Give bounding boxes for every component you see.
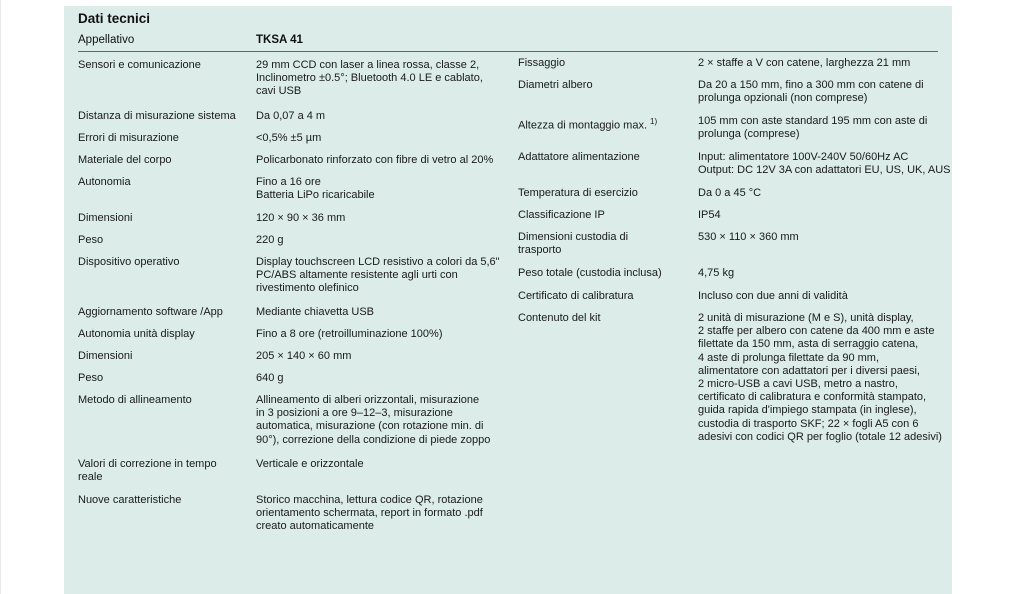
spec-value: 530 × 110 × 360 mm [698, 231, 799, 243]
spec-key: Nuove caratteristiche [78, 494, 182, 506]
spec-value: Input: alimentatore 100V-240V 50/60Hz AC Output: DC 12V 3A con adattatori EU, US, UK, AUS [698, 151, 951, 177]
spec-value: IP54 [698, 209, 721, 221]
spec-key [518, 115, 688, 133]
spec-value: Mediante chiavetta USB [256, 306, 375, 318]
spec-value: 29 mm CCD con laser a linea rossa, classe 2, Inclinometro ±0.5°; Bluetooth 4.0 LE e cablato, cavi USB [256, 59, 483, 98]
spec-key: Distanza di misurazione sistema [78, 110, 236, 122]
spec-key: Metodo di allineamento [78, 394, 192, 406]
spec-key: Temperatura di esercizio [518, 187, 638, 199]
spec-value: Allineamento di alberi orizzontali, misurazione in 3 posizioni a ore 9–12–3, misurazione automatica, misurazione (con rotazione min. di 90°), correzione della condizione di piede zoppo [256, 394, 491, 446]
spec-key: Aggiornamento software /App [78, 306, 223, 318]
spec-value: Policarbonato rinforzato con fibre di vetro al 20% [256, 154, 494, 166]
spec-value: Da 0,07 a 4 m [256, 110, 326, 122]
spec-value: Da 20 a 150 mm, fino a 300 mm con catene di prolunga opzionali (non comprese) [698, 79, 924, 105]
footnote-marker: 1) [650, 117, 658, 126]
spec-key: Peso totale (custodia inclusa) [518, 267, 662, 279]
spec-value: Storico macchina, lettura codice QR, rotazione orientamento schermata, report in formato .pdf creato automaticamente [256, 494, 483, 533]
spec-key: Sensori e comunicazione [78, 59, 201, 71]
spec-value: 120 × 90 × 36 mm [256, 212, 346, 224]
header-divider [78, 51, 938, 52]
header-key: Appellativo [78, 34, 135, 46]
spec-value: Verticale e orizzontale [256, 458, 364, 470]
page-edge [0, 0, 1, 594]
spec-value: 2 × staffe a V con catene, larghezza 21 mm [698, 57, 911, 69]
spec-value: 4,75 kg [698, 267, 735, 279]
spec-value: 105 mm con aste standard 195 mm con aste di prolunga (comprese) [698, 115, 928, 141]
spec-key: Peso [78, 372, 104, 384]
spec-key: Dimensioni custodia di trasporto [518, 231, 629, 257]
spec-key: Errori di misurazione [78, 132, 179, 144]
spec-key: Autonomia unità display [78, 328, 195, 340]
spec-key: Dimensioni [78, 350, 133, 362]
spec-key: Dispositivo operativo [78, 256, 180, 268]
spec-value: Fino a 16 ore Batteria LiPo ricaricabile [256, 176, 375, 202]
spec-key: Autonomia [78, 176, 131, 188]
spec-key: Valori di correzione in tempo reale [78, 458, 217, 484]
spec-key-text: Altezza di montaggio max. [518, 119, 648, 132]
specs-panel [64, 6, 952, 594]
spec-key: Fissaggio [518, 57, 566, 69]
spec-key: Dimensioni [78, 212, 133, 224]
spec-key: Classificazione IP [518, 209, 605, 221]
spec-value: 220 g [256, 234, 284, 246]
spec-value: 2 unità di misurazione (M e S), unità display, 2 staffe per albero con catene da 400 mm e aste filettate da 150 mm, asta di serraggio catena, 4 aste di prolunga filettate da 90 mm, alimentatore con adattatori per i diversi paesi, 2 micro-USB a cavi USB, metro a nastro, certificato di calibratura e conformità stampato, guida rapida d'impiego stampata (in inglese), custodia di trasporto SKF; 22 × fogli A5 con 6 adesivi con codici QR per foglio (totale 12 adesivi) [698, 312, 942, 443]
spec-key: Certificato di calibratura [518, 290, 634, 302]
spec-key: Peso [78, 234, 104, 246]
spec-value: Fino a 8 ore (retroilluminazione 100%) [256, 328, 443, 340]
header-row [78, 34, 938, 52]
header-value: TKSA 41 [256, 34, 303, 46]
spec-key: Diametri albero [518, 79, 593, 91]
spec-value: <0,5% ±5 µm [256, 132, 322, 144]
spec-value: Da 0 a 45 °C [698, 187, 762, 199]
spec-value: Display touchscreen LCD resistivo a colori da 5,6" PC/ABS altamente resistente agli urti con rivestimento olefinico [256, 256, 500, 295]
spec-value: 640 g [256, 372, 284, 384]
spec-value: Incluso con due anni di validità [698, 290, 848, 302]
spec-key: Adattatore alimentazione [518, 151, 640, 163]
spec-key: Materiale del corpo [78, 154, 172, 166]
panel-title: Dati tecnici [78, 11, 151, 26]
spec-value: 205 × 140 × 60 mm [256, 350, 352, 362]
spec-key: Contenuto del kit [518, 312, 601, 324]
